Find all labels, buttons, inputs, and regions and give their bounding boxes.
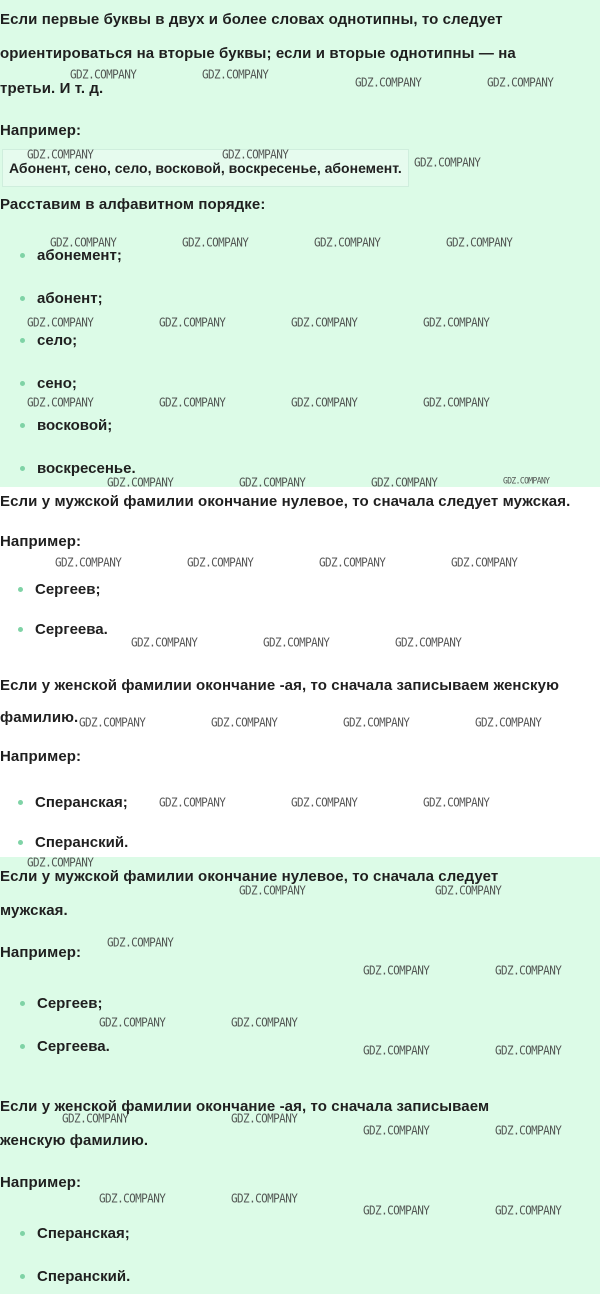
list-item-text: сено; <box>37 375 77 392</box>
watermark: GDZ.COMPANY <box>363 963 430 978</box>
rule-text-line: мужская. <box>0 902 68 919</box>
watermark: GDZ.COMPANY <box>107 935 174 950</box>
list-item-text: Сергеева. <box>37 1038 110 1055</box>
example-label: Например: <box>0 1174 82 1191</box>
watermark: GDZ.COMPANY <box>159 795 226 810</box>
watermark: GDZ.COMPANY <box>423 315 490 330</box>
watermark: GDZ.COMPANY <box>451 555 518 570</box>
watermark: GDZ.COMPANY <box>187 555 254 570</box>
list-item-text: абонент; <box>37 290 103 307</box>
example-label: Например: <box>0 122 82 139</box>
watermark: GDZ.COMPANY <box>50 235 117 250</box>
watermark: GDZ.COMPANY <box>291 395 358 410</box>
list-item <box>20 1038 110 1055</box>
bullet-icon <box>18 587 23 592</box>
watermark: GDZ.COMPANY <box>363 1123 430 1138</box>
watermark: GDZ.COMPANY <box>211 715 278 730</box>
watermark: GDZ.COMPANY <box>107 475 174 490</box>
watermark: GDZ.COMPANY <box>343 715 410 730</box>
rule-block-3 <box>0 857 600 1294</box>
list-item-text: село; <box>37 332 78 349</box>
watermark: GDZ.COMPANY <box>99 1015 166 1030</box>
rule-text-line: фамилию. <box>0 709 79 726</box>
watermark: GDZ.COMPANY <box>222 147 289 162</box>
watermark: GDZ.COMPANY <box>446 235 513 250</box>
watermark: GDZ.COMPANY <box>495 1043 562 1058</box>
watermark: GDZ.COMPANY <box>231 1111 298 1126</box>
watermark: GDZ.COMPANY <box>487 75 554 90</box>
watermark: GDZ.COMPANY <box>27 147 94 162</box>
list-item <box>20 995 103 1012</box>
list-item <box>20 1225 130 1242</box>
list-item-text: Сергеева. <box>35 621 108 638</box>
watermark: GDZ.COMPANY <box>159 395 226 410</box>
rule-text-line: Если у мужской фамилии окончание нулевое, то сначала следует <box>0 868 499 885</box>
watermark: GDZ.COMPANY <box>423 395 490 410</box>
watermark: GDZ.COMPANY <box>27 395 94 410</box>
list-item <box>20 417 112 434</box>
watermark: GDZ.COMPANY <box>291 795 358 810</box>
watermark: GDZ.COMPANY <box>495 1123 562 1138</box>
watermark: GDZ.COMPANY <box>291 315 358 330</box>
bullet-icon <box>20 1231 25 1236</box>
watermark: GDZ.COMPANY <box>371 475 438 490</box>
list-item-text: Сергеев; <box>37 995 103 1012</box>
list-item <box>20 375 77 392</box>
watermark: GDZ.COMPANY <box>62 1111 129 1126</box>
bullet-icon <box>18 840 23 845</box>
watermark: GDZ.COMPANY <box>202 67 269 82</box>
watermark: GDZ.COMPANY <box>355 75 422 90</box>
list-item <box>20 332 77 349</box>
watermark: GDZ.COMPANY <box>231 1191 298 1206</box>
list-item <box>20 290 103 307</box>
list-item <box>18 794 128 811</box>
bullet-icon <box>20 1001 25 1006</box>
list-item-text: воскресенье. <box>37 460 136 477</box>
list-item <box>18 834 128 851</box>
watermark: GDZ.COMPANY <box>395 635 462 650</box>
watermark: GDZ.COMPANY <box>495 1203 562 1218</box>
watermark: GDZ.COMPANY <box>475 715 542 730</box>
bullet-icon <box>20 296 25 301</box>
list-item <box>20 1268 130 1285</box>
list-item-text: абонемент; <box>37 247 122 264</box>
list-item-text: Сперанский. <box>35 834 129 851</box>
watermark: GDZ.COMPANY <box>99 1191 166 1206</box>
bullet-icon <box>20 253 25 258</box>
watermark: GDZ.COMPANY <box>495 963 562 978</box>
bullet-icon <box>18 627 23 632</box>
watermark: GDZ.COMPANY <box>79 715 146 730</box>
bullet-icon <box>20 1044 25 1049</box>
watermark: GDZ.COMPANY <box>27 315 94 330</box>
rule-text-line: Если у мужской фамилии окончание нулевое, то сначала следует мужская. <box>0 493 571 510</box>
list-item-text: Сперанская; <box>35 794 128 811</box>
watermark: GDZ.COMPANY <box>70 67 137 82</box>
example-label: Например: <box>0 748 82 765</box>
rule-text-line: Если первые буквы в двух и более словах однотипны, то следует <box>0 11 503 28</box>
list-item-text: Сперанский. <box>37 1268 131 1285</box>
rule-text-line: третьи. И т. д. <box>0 80 104 97</box>
example-label: Например: <box>0 533 82 550</box>
list-item <box>18 581 101 598</box>
list-item-text: восковой; <box>37 417 113 434</box>
watermark: GDZ.COMPANY <box>314 235 381 250</box>
watermark: GDZ.COMPANY <box>363 1043 430 1058</box>
bullet-icon <box>20 1274 25 1279</box>
list-item-text: Сергеев; <box>35 581 101 598</box>
watermark: GDZ.COMPANY <box>239 475 306 490</box>
bullet-icon <box>20 381 25 386</box>
bullet-icon <box>20 338 25 343</box>
example-text: Абонент, сено, село, восковой, воскресенье, абонемент. <box>9 160 402 176</box>
watermark: GDZ.COMPANY <box>503 475 550 486</box>
watermark: GDZ.COMPANY <box>319 555 386 570</box>
watermark: GDZ.COMPANY <box>435 883 502 898</box>
watermark: GDZ.COMPANY <box>239 883 306 898</box>
bullet-icon <box>18 800 23 805</box>
watermark: GDZ.COMPANY <box>231 1015 298 1030</box>
list-item <box>18 621 108 638</box>
watermark: GDZ.COMPANY <box>182 235 249 250</box>
watermark: GDZ.COMPANY <box>363 1203 430 1218</box>
watermark: GDZ.COMPANY <box>131 635 198 650</box>
rule-text-line: Если у женской фамилии окончание -ая, то сначала записываем женскую <box>0 677 559 694</box>
watermark: GDZ.COMPANY <box>55 555 122 570</box>
bullet-icon <box>20 466 25 471</box>
bullet-icon <box>20 423 25 428</box>
list-item-text: Сперанская; <box>37 1225 130 1242</box>
sort-label: Расставим в алфавитном порядке: <box>0 196 266 213</box>
watermark: GDZ.COMPANY <box>159 315 226 330</box>
rule-text-line: ориентироваться на вторые буквы; если и вторые однотипны — на <box>0 45 516 62</box>
example-label: Например: <box>0 944 82 961</box>
watermark: GDZ.COMPANY <box>414 155 481 170</box>
watermark: GDZ.COMPANY <box>423 795 490 810</box>
watermark: GDZ.COMPANY <box>263 635 330 650</box>
rule-text-line: женскую фамилию. <box>0 1132 149 1149</box>
rule-text-line: Если у женской фамилии окончание -ая, то сначала записываем <box>0 1098 490 1115</box>
watermark: GDZ.COMPANY <box>27 855 94 870</box>
